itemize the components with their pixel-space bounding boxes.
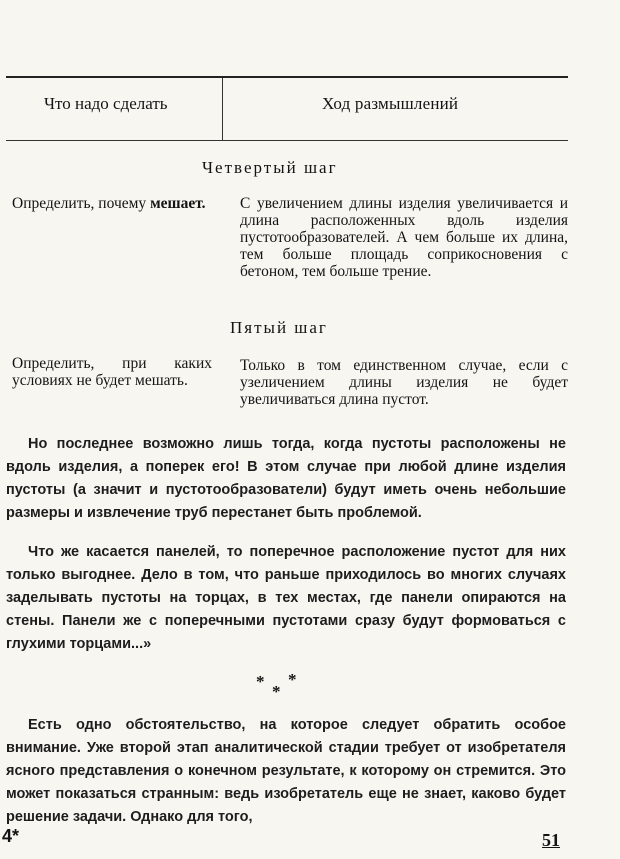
step-five-title: Пятый шаг — [230, 318, 328, 337]
signature-mark: 4* — [2, 826, 20, 846]
table-top-rule — [6, 76, 568, 78]
separator-asterisk: * — [288, 670, 297, 689]
step-five-task: Определить, при каких условиях не будет мешать. — [12, 355, 212, 389]
section-separator — [250, 668, 310, 701]
step-four-task — [12, 195, 212, 212]
step-four-reasoning: С увеличением длины изделия увеличивается и длина расположенных вдоль изделия пустотообразователей. А чем больше их длина, тем больше площадь соприкосновения с бетоном, тем больше трение. — [240, 195, 568, 280]
separator-asterisk: * — [256, 672, 265, 691]
table-header-left: Что надо сделать — [44, 94, 168, 113]
separator-asterisk: * — [272, 682, 281, 701]
table-column-divider — [222, 78, 223, 140]
paragraph-3: Есть одно обстоятельство, на которое следует обратить особое внимание. Уже второй этап аналитической стадии требует от изобретателя ясного представления о конечном результате, к которому он стремится. Это может показаться странным: ведь изобретатель еще не знает, каково будет решение задачи. Однако для того, — [6, 717, 566, 825]
step-four-task-emphasis: мешает. — [150, 195, 206, 212]
paragraph-2: Что же касается панелей, то поперечное расположение пустот для них только выгоднее. Дело в том, что раньше приходилось во многих случаях заделывать пустоты на торцах, в тех местах, где панели опираются на стены. Панели же с поперечными пустотами сразу будут формоваться с глухими торцами...» — [6, 544, 566, 652]
step-four-title: Четвертый шаг — [202, 158, 338, 177]
step-five-reasoning: Только в том единственном случае, если с узеличением длины изделия не будет увеличиваться длина пустот. — [240, 357, 568, 408]
table-header-rule — [6, 140, 568, 141]
step-four-task-text: Определить, почему — [12, 195, 151, 212]
page-number: 51 — [542, 830, 560, 850]
table-header-right: Ход размышлений — [322, 94, 459, 113]
paragraph-1: Но последнее возможно лишь тогда, когда пустоты расположены не вдоль изделия, а поперек его! В этом случае при любой длине изделия пустоты (а значит и пустотообразователи) будут иметь очень небольшие размеры и извлечение труб перестанет быть проблемой. — [6, 436, 566, 521]
